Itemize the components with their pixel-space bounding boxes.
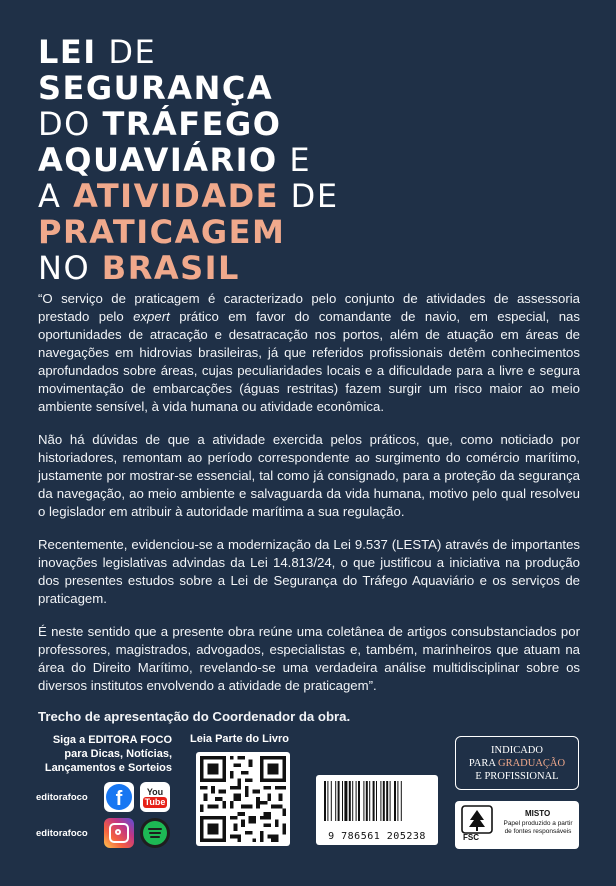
paragraph-2: Não há dúvidas de que a atividade exercida pelos práticos, que, como noticiado por historiadores, remontam ao período correspondente ao surgimento do comércio marítimo, justamente por mostrar-se essencial, tal como já consignado, para a proteção da segurança da navegação, ao meio ambiente e salvaguarda da vida humana, motivo pelo qual resolveu o legislador em atribuir à autoridade marítima a sua regulação. xyxy=(38,432,580,519)
social-row-1 xyxy=(36,782,170,812)
fsc-misto: MISTO xyxy=(525,809,551,818)
youtube-icon[interactable]: You Tube xyxy=(140,782,170,812)
paragraph-3: Recentemente, evidenciou-se a modernização da Lei 9.537 (LESTA) através de importantes inovações legislativas advindas da Lei 14.813/24, o que justificou a iniciativa na produção dos presentes estudos sobre a Lei de Segurança do Tráfego Aquaviário e os serviços de praticagem. xyxy=(38,537,580,606)
facebook-icon[interactable]: f xyxy=(104,782,134,812)
fsc-description: Papel produzido a partir de fontes responsáveis xyxy=(503,820,573,835)
qr-code[interactable] xyxy=(196,752,290,846)
title-line-5: A ATIVIDADE DE xyxy=(38,177,339,215)
title-line-3: DO TRÁFEGO xyxy=(38,105,282,143)
barcode-bars xyxy=(316,777,438,831)
paragraph-credit: Trecho de apresentação do Coordenador da obra. xyxy=(38,709,351,724)
paragraph-4: É neste sentido que a presente obra reúne uma coletânea de artigos consubstanciados por professores, magistrados, advogados, especialistas e, também, marinheiros que atuam na área do Direito Marítimo, revelando-se uma verdadeira análise multidisciplinar sobre os diversos institutos envolvendo a atividade de praticagem”. xyxy=(38,624,580,693)
social-handle: editorafoco xyxy=(36,827,88,839)
social-handle: editorafoco xyxy=(36,791,88,803)
qr-heading: Leia Parte do Livro xyxy=(190,733,290,745)
fsc-label xyxy=(455,801,579,849)
title-line-6: PRATICAGEM xyxy=(38,213,286,251)
book-title xyxy=(38,34,339,286)
indicado-badge: INDICADO PARA GRADUAÇÃO E PROFISSIONAL xyxy=(455,736,579,790)
spotify-icon[interactable] xyxy=(140,818,170,848)
isbn-barcode xyxy=(316,775,438,845)
title-line-7: NO BRASIL xyxy=(38,249,240,287)
social-heading: Siga a EDITORA FOCO para Dicas, Notícias, Lançamentos e Sorteios xyxy=(44,734,172,774)
fsc-brand: FSC xyxy=(463,833,479,842)
isbn-number: 9 786561 205238 xyxy=(328,831,426,842)
paragraph-1: “O serviço de praticagem é caracterizado pelo conjunto de atividades de assessoria prestado pelo expert prático em favor do comandante de navio, em especial, nas oportunidades de atracação e desatracação nos portos, além de atuação em áreas de navegações em hidrovias brasileiras, já que referidos profissionais detêm conhecimentos aprofundados sobre áreas, cujas peculiaridades locais e a dificuldade para a livre e segura movimentação de embarcações (águas restritas) fazem surgir um risco maior ao meio ambiente sensível, à vida humana ou atividade econômica. xyxy=(38,291,580,414)
back-cover-text xyxy=(38,290,580,741)
title-line-4: AQUAVIÁRIO E xyxy=(38,141,312,179)
qr-code-icon xyxy=(196,752,290,846)
social-row-2 xyxy=(36,818,170,848)
instagram-icon[interactable] xyxy=(104,818,134,848)
title-line-2: SEGURANÇA xyxy=(38,69,274,107)
title-line-1: LEI DE xyxy=(38,33,157,71)
